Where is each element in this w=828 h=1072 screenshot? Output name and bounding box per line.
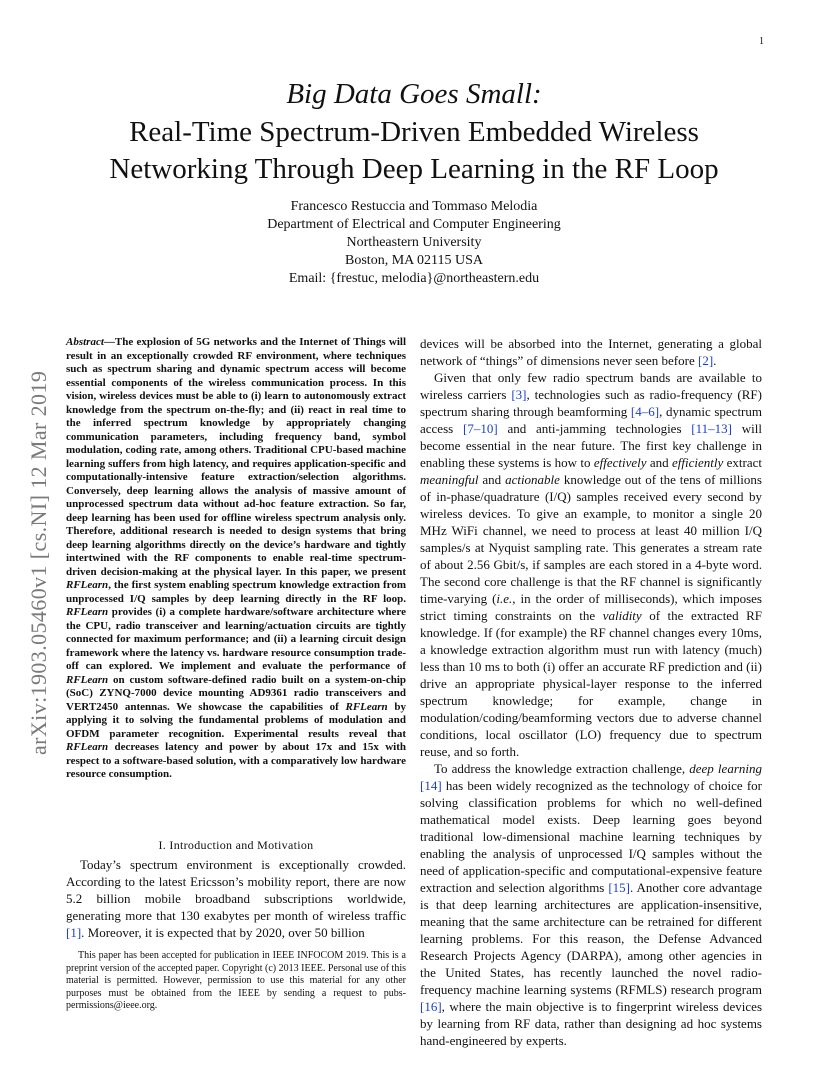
abstract-text: on custom software-defined radio built on a system-on-chip (SoC) ZYNQ-7000 device mounting AD9361 radio transceivers and VERT2450 antennas. We showcase the capabilities of [66, 673, 406, 713]
paragraph [420, 335, 762, 369]
body-text: extract [723, 455, 762, 470]
abstract [66, 336, 406, 782]
body-text: Today’s spectrum environment is exceptionally crowded. According to the latest Ericsson’s mobility report, there are now 5.2 billion mobile broadband subscriptions worldwide, generating more that 130 exabytes per month of wireless traffic [66, 857, 406, 923]
page-number: 1 [759, 36, 764, 47]
body-text: and [646, 455, 672, 470]
abstract-text: , the first system enabling spectrum knowledge extraction from unprocessed I/Q samples by deep learning directly in the RF loop. [66, 579, 406, 605]
title-line-3: Networking Through Deep Learning in the RF Loop [109, 153, 719, 185]
emphasis: efficiently [672, 455, 724, 470]
citation-link[interactable]: [4–6] [630, 404, 660, 419]
body-text: , where the main objective is to fingerprint wireless devices by learning from RF data, rather than designing ad hoc systems hand-engineered by experts. [420, 999, 762, 1048]
body-text: , dynamic spectrum access [420, 404, 762, 436]
emphasis: deep learning [689, 761, 762, 776]
section-heading: I. Introduction and Motivation [158, 838, 314, 852]
title-line-2: Real-Time Spectrum-Driven Embedded Wireless [129, 116, 699, 148]
citation-link[interactable]: [15] [608, 880, 630, 895]
body-text: and anti-jamming technologies [497, 421, 692, 436]
abstract-label: Abstract [66, 336, 104, 348]
body-text: Given that only few radio spectrum bands are available to wireless carriers [420, 370, 762, 402]
abstract-text: by applying it to solving the fundamental problems of modulation and OFDM parameter recognition. Experimental results reveal that [66, 700, 406, 740]
paragraph [420, 369, 762, 760]
rflearn-name: RFLearn [66, 606, 109, 618]
body-text: . Another core advantage is that deep learning architectures are application-insensitive, meaning that the same architecture can be retrained for different learning problems. For this reason, the Defense Advanced Research Projects Agency (DARPA), among other agencies in the United States, has recently launched the novel radio-frequency machine learning systems (RFMLS) research program [420, 880, 762, 997]
body-text: knowledge out of the tens of millions of in-phase/quadrature (I/Q) samples received every second by wireless devices. To give an example, to monitor a single 20 MHz WiFi channel, we need to process at least 40 million I/Q samples/s at Nyquist sampling rate. This generates a stream rate of about 2.56 Gbit/s, if samples are each stored in a 4-byte word. The second core challenge is that the RF channel is significantly time-varying ( [420, 472, 762, 606]
author-department: Department of Electrical and Computer Engineering [267, 217, 561, 232]
arxiv-stamp-text: arXiv:1903.05460v1 [cs.NI] 12 Mar 2019 [26, 370, 51, 755]
footnote: This paper has been accepted for publication in IEEE INFOCOM 2019. This is a preprint version of the accepted paper. Copyright (c) 2013 IEEE. Personal use of this material is permitted. However, permission to use this material for any other purposes must be obtained from the IEEE by sending a request to pubs-permissions@ieee.org. [66, 950, 406, 1012]
body-text: , in the order of milliseconds), which imposes strict timing constraints on the [420, 591, 762, 623]
citation-link[interactable]: [14] [420, 778, 442, 793]
citation-link[interactable]: [7–10] [462, 421, 498, 436]
body-text: has been widely recognized as the technology of choice for solving classification problems for which no well-defined mathematical model exists. Deep learning goes beyond traditional low-dimensional machine learning techniques by enabling the analysis of unprocessed I/Q samples without the need of application-specific and computational-expensive feature extraction and selection algorithms [420, 778, 762, 895]
body-text: . Moreover, it is expected that by 2020, over 50 billion [81, 925, 365, 940]
citation-link[interactable]: [2] [697, 353, 714, 368]
paragraph [420, 760, 762, 1049]
abstract-text: —The explosion of 5G networks and the Internet of Things will result in an exceptionally crowded RF environment, where techniques such as spectrum sharing and dynamic spectrum access will become essential components of the wireless communication process. In this vision, wireless devices must be able to (i) learn to autonomously extract knowledge from the spectrum on-the-fly; and (ii) react in real time to the inferred spectrum knowledge by appropriately changing communication parameters, including frequency band, symbol modulation, coding rate, among others. Traditional CPU-based machine learning suffers from high latency, and requires application-specific and computationally-intensive feature extraction/selection algorithms. Conversely, deep learning allows the analysis of massive amount of unprocessed spectrum data without ad-hoc feature extraction. So far, deep learning has been used for offline wireless spectrum analysis only. Therefore, additional research is needed to design systems that bring deep learning algorithms directly on the device’s hardware and tightly intertwined with the RF components to enable real-time spectrum-driven decision-making at the physical layer. In this paper, we present [66, 336, 406, 578]
emphasis: meaningful [420, 472, 479, 487]
body-text: devices will be absorbed into the Internet, generating a global network of “things” of dimensions never seen before [420, 336, 762, 368]
citation-link[interactable]: [11–13] [691, 421, 732, 436]
body-text: . [713, 353, 717, 368]
title-line-1: Big Data Goes Small: [286, 78, 542, 110]
rflearn-name: RFLearn [66, 673, 109, 686]
abstract-text: provides (i) a complete hardware/software architecture where the CPU, radio transceiver and learning/actuation circuits are tightly connected for maximum performance; and (ii) a learning circuit design framework where the latency vs. hardware resource consumption trade-off can explored. We implement and evaluate the performance of [66, 606, 406, 672]
author-email: Email: {frestuc, melodia}@northeastern.edu [288, 271, 540, 286]
body-text: To address the knowledge extraction challenge, [434, 761, 690, 776]
emphasis: validity [602, 608, 642, 623]
body-text: and [478, 472, 506, 487]
author-names: Francesco Restuccia and Tommaso Melodia [290, 199, 538, 214]
emphasis: i.e. [496, 591, 513, 606]
author-university: Northeastern University [346, 235, 482, 250]
body-text: , technologies such as radio-frequency (RF) spectrum sharing through beamforming [420, 387, 762, 419]
intro-paragraph [66, 856, 406, 941]
rflearn-name: RFLearn [66, 579, 109, 591]
rflearn-name: RFLearn [345, 700, 388, 713]
citation-link[interactable]: [16] [420, 999, 442, 1014]
emphasis: actionable [505, 472, 560, 487]
emphasis: effectively [593, 455, 647, 470]
citation-link[interactable]: [3] [511, 387, 527, 402]
arxiv-stamp [22, 290, 52, 755]
body-text: will become essential in the near future. The first key challenge in enabling these systems is how to [420, 421, 762, 470]
citation-link[interactable]: [1] [66, 925, 82, 940]
abstract-text: decreases latency and power by about 17x and 15x with respect to a software-based solution, with a comparatively low hardware resource consumption. [66, 741, 406, 780]
body-text: of the extracted RF knowledge. If (for example) the RF channel changes every 10ms, a knowledge extraction algorithm must run with latency (much) less than 10 ms to both (i) offer an accurate RF prediction and (ii) drive an appropriate physical-layer response to the inferred spectrum knowledge; for example, change in modulation/coding/beamforming vectors due to adverse channel conditions, local oscillator (LO) frequency due to spectrum reuse, and so forth. [420, 608, 762, 759]
author-location: Boston, MA 02115 USA [345, 253, 483, 268]
rflearn-name: RFLearn [66, 741, 109, 753]
right-column [420, 335, 762, 1049]
